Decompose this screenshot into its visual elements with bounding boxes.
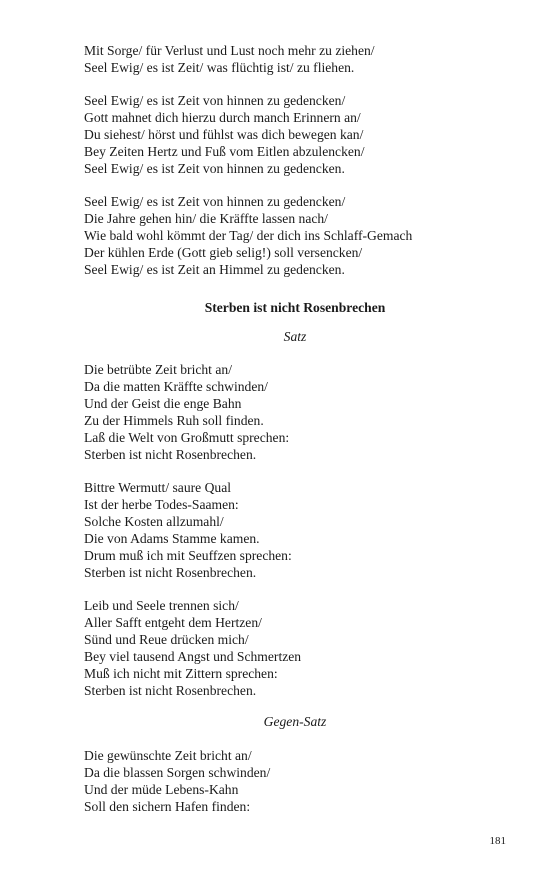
verse-line: Du siehest/ hörst und fühlst was dich bewegen kan/ xyxy=(84,127,364,142)
section-heading-gegen-satz: Gegen-Satz xyxy=(263,714,327,729)
verse-line: Da die blassen Sorgen schwinden/ xyxy=(84,765,271,780)
page-number: 181 xyxy=(489,835,506,847)
verse-line: Soll den sichern Hafen finden: xyxy=(84,799,251,814)
verse-line: Drum muß ich mit Seuffzen sprechen: xyxy=(84,548,292,563)
verse-line: Seel Ewig/ es ist Zeit von hinnen zu gedencken/ xyxy=(84,194,346,209)
verse-line: Gott mahnet dich hierzu durch manch Erinnern an/ xyxy=(84,110,361,125)
verse-line: Solche Kosten allzumahl/ xyxy=(84,514,224,529)
stanza-4 xyxy=(84,361,524,463)
stanza-7 xyxy=(84,747,524,815)
verse-line: Bey Zeiten Hertz und Fuß vom Eitlen abzulencken/ xyxy=(84,144,365,159)
verse-line: Seel Ewig/ es ist Zeit von hinnen zu gedencken. xyxy=(84,161,345,176)
section-heading-satz: Satz xyxy=(283,329,307,344)
verse-line: Die gewünschte Zeit bricht an/ xyxy=(84,748,252,763)
verse-line: Bey viel tausend Angst und Schmertzen xyxy=(84,649,302,664)
stanza-5 xyxy=(84,479,524,581)
verse-line: Seel Ewig/ es ist Zeit/ was flüchtig ist/ zu fliehen. xyxy=(84,60,355,75)
verse-line: Sterben ist nicht Rosenbrechen. xyxy=(84,683,257,698)
verse-line: Sterben ist nicht Rosenbrechen. xyxy=(84,565,257,580)
verse-line: Wie bald wohl kömmt der Tag/ der dich ins Schlaff-Gemach xyxy=(84,228,413,243)
verse-line: Muß ich nicht mit Zittern sprechen: xyxy=(84,666,278,681)
verse-line: Leib und Seele trennen sich/ xyxy=(84,598,239,613)
poem-title: Sterben ist nicht Rosenbrechen xyxy=(204,300,386,315)
stanza-3 xyxy=(84,193,524,278)
verse-line: Sterben ist nicht Rosenbrechen. xyxy=(84,447,257,462)
verse-line: Die von Adams Stamme kamen. xyxy=(84,531,260,546)
verse-line: Laß die Welt von Großmutt sprechen: xyxy=(84,430,290,445)
stanza-6 xyxy=(84,597,524,699)
verse-line: Bittre Wermutt/ saure Qual xyxy=(84,480,232,495)
verse-line: Und der Geist die enge Bahn xyxy=(84,396,242,411)
verse-line: Und der müde Lebens-Kahn xyxy=(84,782,239,797)
verse-line: Da die matten Kräffte schwinden/ xyxy=(84,379,268,394)
stanza-1 xyxy=(84,42,524,76)
stanza-2 xyxy=(84,92,524,177)
verse-line: Ist der herbe Todes-Saamen: xyxy=(84,497,239,512)
verse-line: Aller Safft entgeht dem Hertzen/ xyxy=(84,615,262,630)
verse-line: Seel Ewig/ es ist Zeit an Himmel zu gedencken. xyxy=(84,262,345,277)
verse-line: Die Jahre gehen hin/ die Kräffte lassen nach/ xyxy=(84,211,328,226)
verse-line: Zu der Himmels Ruh soll finden. xyxy=(84,413,264,428)
verse-line: Die betrübte Zeit bricht an/ xyxy=(84,362,232,377)
verse-line: Mit Sorge/ für Verlust und Lust noch mehr zu ziehen/ xyxy=(84,43,375,58)
verse-line: Der kühlen Erde (Gott gieb selig!) soll versencken/ xyxy=(84,245,363,260)
verse-line: Seel Ewig/ es ist Zeit von hinnen zu gedencken/ xyxy=(84,93,346,108)
verse-line: Sünd und Reue drücken mich/ xyxy=(84,632,249,647)
